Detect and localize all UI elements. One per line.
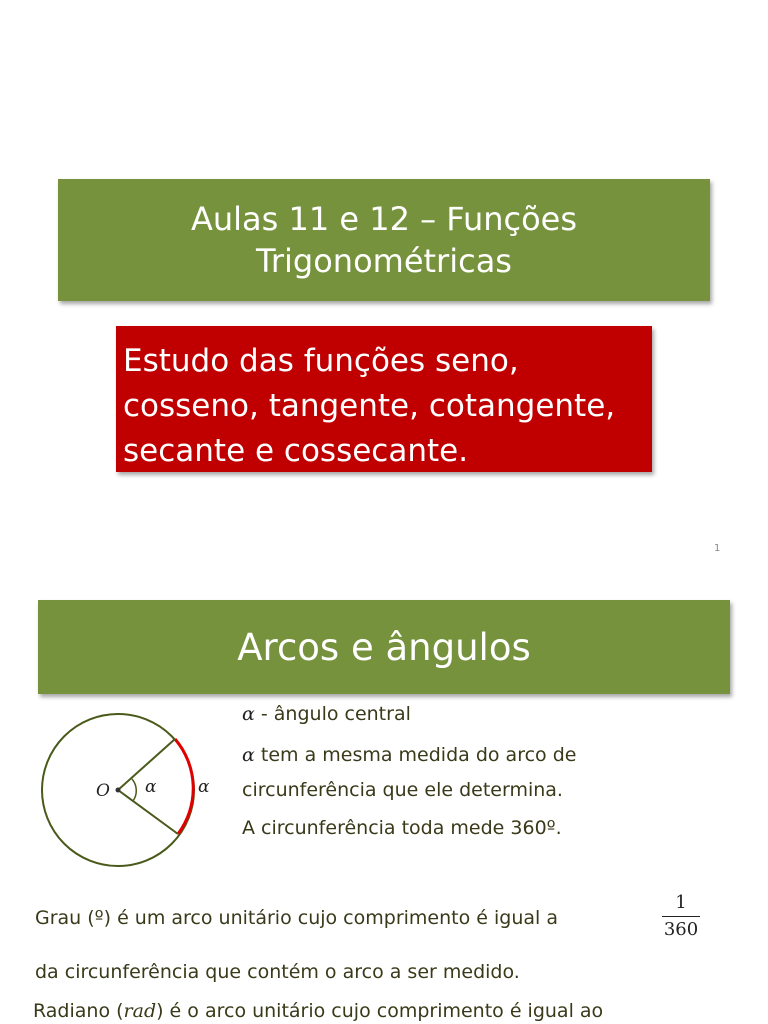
text-line: α - ângulo central xyxy=(242,703,411,725)
highlighted-arc xyxy=(175,739,193,834)
text-line: α tem a mesma medida do arco de xyxy=(242,744,577,766)
alpha-symbol: α xyxy=(242,744,255,766)
page-number: 1 xyxy=(714,543,721,554)
center-point xyxy=(116,788,121,793)
text-line: circunferência que ele determina. xyxy=(242,779,563,801)
subtitle-line: Estudo das funções seno, xyxy=(123,343,519,379)
angle-mark xyxy=(132,779,136,801)
grau-definition: Grau (º) é um arco unitário cujo comprimento é igual a xyxy=(35,907,558,929)
fraction xyxy=(662,892,700,941)
slide-2 xyxy=(0,576,768,1024)
center-label: O xyxy=(96,781,110,801)
fraction-denominator: 360 xyxy=(663,919,699,940)
rad-symbol: rad xyxy=(123,1000,157,1022)
title-line-2: Trigonométricas xyxy=(256,242,512,280)
fraction-bar xyxy=(662,916,700,917)
alpha-symbol: α xyxy=(242,703,255,725)
slide-title: Arcos e ângulos xyxy=(38,600,730,694)
title-line-1: Aulas 11 e 12 – Funções xyxy=(190,200,578,238)
subtitle-box xyxy=(116,326,652,472)
fraction-numerator: 1 xyxy=(675,892,687,913)
angle-label: α xyxy=(145,777,157,797)
grau-definition-continued: da circunferência que contém o arco a ser medido. xyxy=(35,961,520,983)
arc-label: α xyxy=(198,777,210,797)
text-line: A circunferência toda mede 360º. xyxy=(242,817,562,839)
subtitle-line: secante e cossecante. xyxy=(123,433,469,469)
subtitle-line: cosseno, tangente, cotangente, xyxy=(123,388,616,424)
radiano-definition: Radiano (rad) é o arco unitário cujo comprimento é igual ao xyxy=(33,1000,604,1022)
slide-title xyxy=(58,179,710,301)
